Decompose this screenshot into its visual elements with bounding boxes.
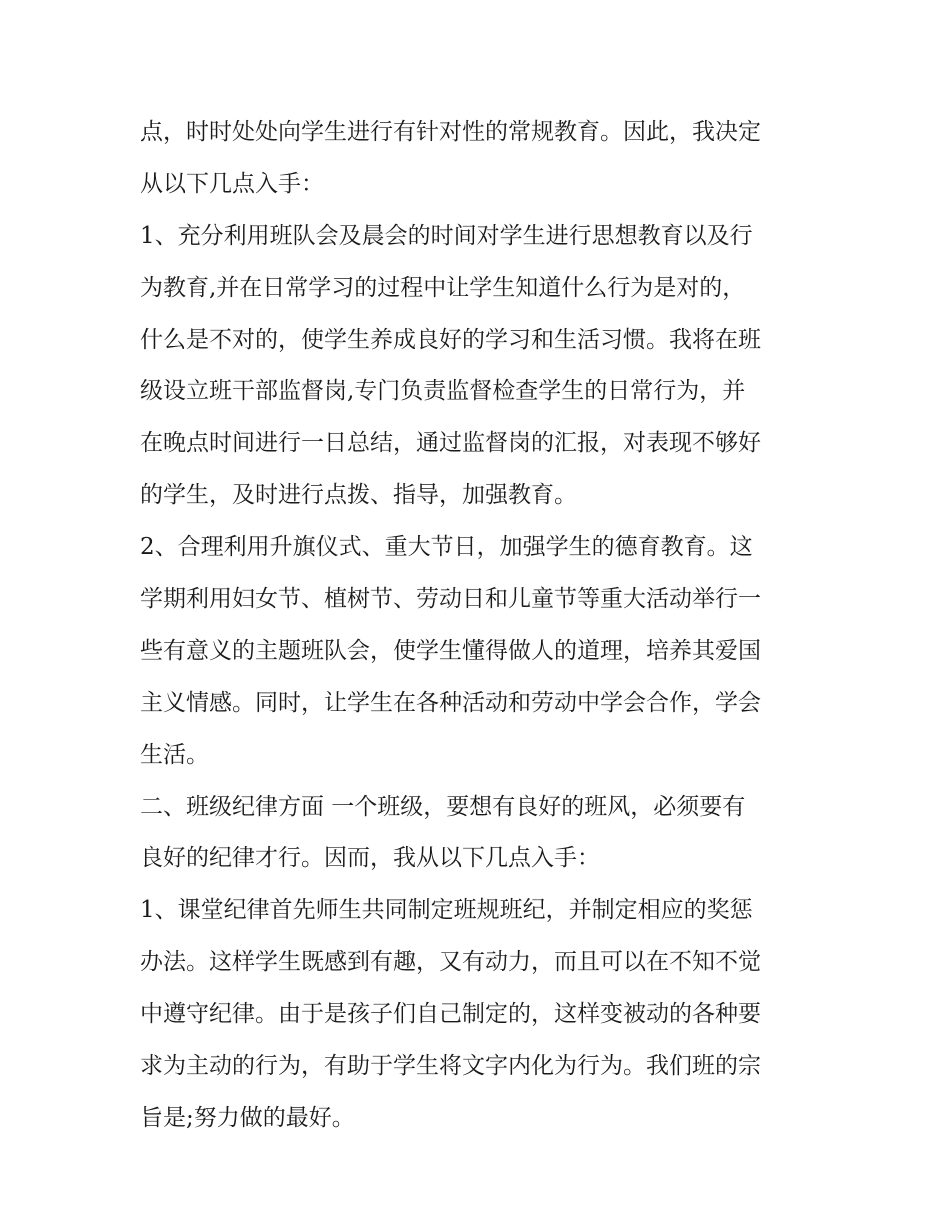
text-line: 中遵守纪律。由于是孩子们自己制定的，这样变被动的各种要 xyxy=(140,1001,761,1028)
text-line: 办法。这样学生既感到有趣，又有动力，而且可以在不知不觉 xyxy=(140,949,761,976)
text-line: 些有意义的主题班队会，使学生懂得做人的道理，培养其爱国 xyxy=(140,637,761,664)
text-line: 1、充分利用班队会及晨会的时间对学生进行思想教育以及行 xyxy=(140,222,753,249)
text-line: 的学生，及时进行点拨、指导，加强教育。 xyxy=(140,482,577,509)
text-line: 在晚点时间进行一日总结，通过监督岗的汇报，对表现不够好 xyxy=(140,430,761,457)
text-line: 旨是;努力做的最好。 xyxy=(140,1104,355,1131)
text-line: 良好的纪律才行。因而，我从以下几点入手： xyxy=(140,845,600,872)
text-line: 点，时时处处向学生进行有针对性的常规教育。因此，我决定 xyxy=(140,119,761,145)
text-line: 主义情感。同时，让学生在各种活动和劳动中学会合作，学会 xyxy=(140,689,761,716)
text-line: 从以下几点入手： xyxy=(140,170,324,197)
text-line: 二、班级纪律方面 一个班级，要想有良好的班风，必须要有 xyxy=(140,793,746,820)
text-line: 生活。 xyxy=(140,741,209,768)
text-line: 学期利用妇女节、植树节、劳动日和儿童节等重大活动举行一 xyxy=(140,586,761,613)
text-line: 1、课堂纪律首先师生共同制定班规班纪，并制定相应的奖惩 xyxy=(140,897,753,924)
text-line: 什么是不对的，使学生养成良好的学习和生活习惯。我将在班 xyxy=(140,326,761,353)
text-line: 2、合理利用升旗仪式、重大节日，加强学生的德育教育。这 xyxy=(140,534,753,561)
text-line: 级设立班干部监督岗,专门负责监督检查学生的日常行为，并 xyxy=(140,378,746,405)
text-line: 求为主动的行为，有助于学生将文字内化为行为。我们班的宗 xyxy=(140,1053,761,1080)
text-line: 为教育,并在日常学习的过程中让学生知道什么行为是对的， xyxy=(140,274,746,301)
document-body xyxy=(140,107,820,1145)
